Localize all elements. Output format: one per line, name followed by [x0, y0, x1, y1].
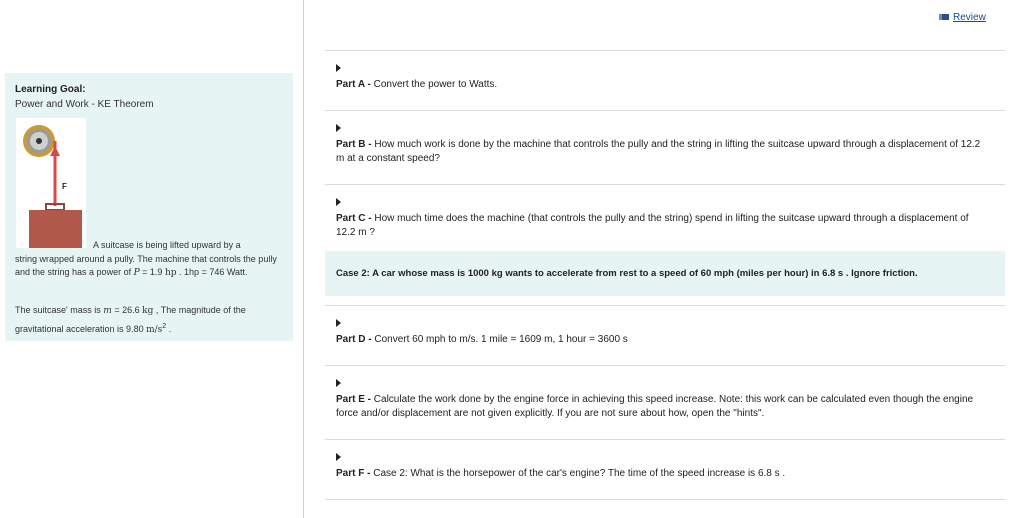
- panel-divider: [303, 0, 304, 518]
- description-line1: A suitcase is being lifted upward by a: [93, 240, 241, 250]
- pulley-suitcase-figure: [16, 118, 86, 248]
- force-label: F: [62, 182, 67, 191]
- expand-triangle-icon[interactable]: [336, 453, 341, 461]
- learning-goal-subtitle: Power and Work - KE Theorem: [15, 99, 154, 110]
- part-a[interactable]: Part A - Convert the power to Watts.: [336, 64, 986, 92]
- learning-goal-panel: [5, 73, 293, 341]
- expand-triangle-icon[interactable]: [336, 379, 341, 387]
- separator: [325, 439, 1005, 440]
- part-b[interactable]: Part B - How much work is done by the machine that controls the pully and the string in lifting the suitcase upward through a displacement of 12.2 m at a constant speed?: [336, 124, 986, 166]
- separator: [325, 184, 1005, 185]
- part-d[interactable]: Part D - Convert 60 mph to m/s. 1 mile = 1609 m, 1 hour = 3600 s: [336, 319, 986, 347]
- separator: [325, 110, 1005, 111]
- expand-triangle-icon[interactable]: [336, 319, 341, 327]
- learning-goal-title: Learning Goal:: [15, 84, 86, 95]
- suitcase-icon: [29, 204, 82, 248]
- separator: [325, 499, 1005, 500]
- part-f[interactable]: Part F - Case 2: What is the horsepower of the car's engine? The time of the speed increase is 6.8 s .: [336, 453, 986, 481]
- description-power: string wrapped around a pully. The machine that controls the pully and the string has a power of P = 1.9 hp . 1hp = 746 Watt.: [15, 254, 277, 278]
- review-link[interactable]: Review: [939, 12, 986, 23]
- part-e[interactable]: Part E - Calculate the work done by the engine force in achieving this speed increase. Note: this work can be calculated even though the engine force and/or displacement are not given explicitly. If you are not sure about how, open the "hints".: [336, 379, 986, 421]
- case-2-banner: Case 2: A car whose mass is 1000 kg wants to accelerate from rest to a speed of 60 mph (miles per hour) in 6.8 s . Ignore friction.: [325, 251, 1005, 296]
- separator: [325, 365, 1005, 366]
- pulley-icon: [23, 125, 55, 157]
- review-icon: [939, 14, 949, 20]
- separator: [325, 50, 1005, 51]
- expand-triangle-icon[interactable]: [336, 124, 341, 132]
- part-c[interactable]: Part C - How much time does the machine (that controls the pully and the string) spend in lifting the suitcase upward through a displacement of 12.2 m ?: [336, 198, 986, 240]
- expand-triangle-icon[interactable]: [336, 64, 341, 72]
- separator: [325, 305, 1005, 306]
- description-mass: The suitcase' mass is m = 26.6 kg , The magnitude of the gravitational acceleration is 9.80 $m/s^2$ .: [15, 305, 246, 335]
- expand-triangle-icon[interactable]: [336, 198, 341, 206]
